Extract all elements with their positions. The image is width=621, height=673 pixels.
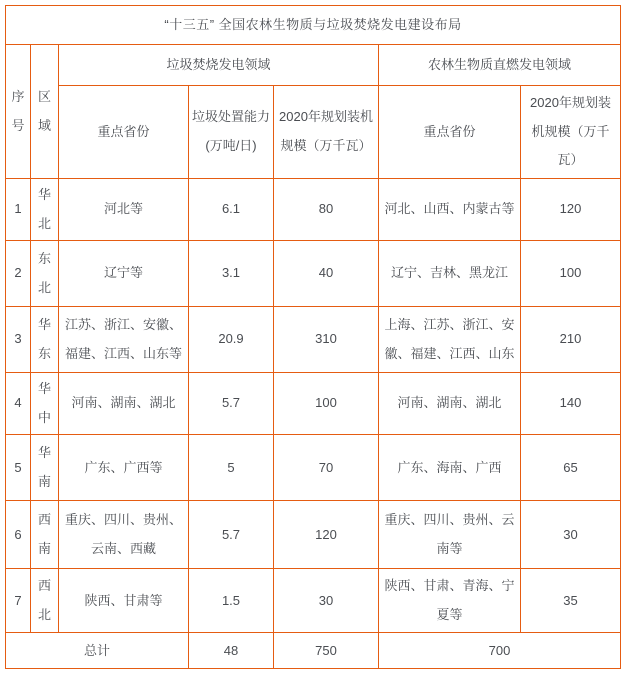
- row-region: [31, 435, 59, 501]
- row-bio-installed: 100: [521, 241, 621, 307]
- row-msw-installed: 310: [274, 307, 379, 373]
- row-no: 2: [6, 241, 31, 307]
- row-msw-installed: 80: [274, 179, 379, 241]
- table-row: [6, 569, 621, 633]
- row-msw-capacity: 5: [189, 435, 274, 501]
- row-msw-provinces: 江苏、浙江、安徽、福建、江西、山东等: [59, 307, 189, 373]
- row-msw-installed: 30: [274, 569, 379, 633]
- row-no: 7: [6, 569, 31, 633]
- row-region: [31, 241, 59, 307]
- row-bio-installed: 120: [521, 179, 621, 241]
- row-bio-provinces: 河南、湖南、湖北: [379, 373, 521, 435]
- row-region: [31, 179, 59, 241]
- row-msw-capacity: 3.1: [189, 241, 274, 307]
- header-msw-capacity: 垃圾处置能力 (万吨/日): [189, 86, 274, 179]
- total-msw-installed: 750: [274, 633, 379, 669]
- row-bio-installed: 210: [521, 307, 621, 373]
- header-bio-provinces: 重点省份: [379, 86, 521, 179]
- row-msw-installed: 120: [274, 501, 379, 569]
- row-bio-provinces: 上海、江苏、浙江、安徽、福建、江西、山东: [379, 307, 521, 373]
- header-region-label: 区域: [38, 88, 52, 133]
- row-region-label: 西北: [38, 578, 52, 622]
- row-bio-provinces: 辽宁、吉林、黑龙江: [379, 241, 521, 307]
- row-region: [31, 307, 59, 373]
- header-region: [31, 45, 59, 179]
- table-row: [6, 307, 621, 373]
- table-row: [6, 241, 621, 307]
- total-row: [6, 633, 621, 669]
- total-label: 总计: [6, 633, 189, 669]
- total-msw-capacity: 48: [189, 633, 274, 669]
- header-no-label: 序号: [11, 88, 25, 133]
- row-no: 3: [6, 307, 31, 373]
- row-msw-capacity: 5.7: [189, 501, 274, 569]
- row-region-label: 华中: [38, 381, 52, 425]
- row-bio-provinces: 重庆、四川、贵州、云南等: [379, 501, 521, 569]
- header-bio-installed: 2020年规划装机规模（万千瓦）: [521, 86, 621, 179]
- biomass-msw-power-table: [5, 5, 621, 669]
- row-msw-capacity: 1.5: [189, 569, 274, 633]
- row-msw-provinces: 重庆、四川、贵州、云南、西藏: [59, 501, 189, 569]
- row-no: 1: [6, 179, 31, 241]
- header-msw-installed: 2020年规划装机规模（万千瓦）: [274, 86, 379, 179]
- row-msw-capacity: 20.9: [189, 307, 274, 373]
- row-region-label: 西南: [38, 512, 52, 556]
- row-msw-installed: 100: [274, 373, 379, 435]
- row-region-label: 东北: [38, 251, 52, 295]
- row-msw-provinces: 河南、湖南、湖北: [59, 373, 189, 435]
- row-msw-provinces: 广东、广西等: [59, 435, 189, 501]
- row-no: 4: [6, 373, 31, 435]
- header-no: [6, 45, 31, 179]
- header-group-msw: 垃圾焚烧发电领域: [59, 45, 379, 86]
- total-bio-installed: 700: [379, 633, 621, 669]
- row-no: 5: [6, 435, 31, 501]
- row-msw-provinces: 辽宁等: [59, 241, 189, 307]
- row-region: [31, 501, 59, 569]
- row-region-label: 华北: [38, 187, 52, 231]
- row-bio-provinces: 河北、山西、内蒙古等: [379, 179, 521, 241]
- row-region-label: 华南: [38, 445, 52, 489]
- row-bio-installed: 140: [521, 373, 621, 435]
- row-bio-installed: 35: [521, 569, 621, 633]
- row-bio-installed: 30: [521, 501, 621, 569]
- row-msw-capacity: 5.7: [189, 373, 274, 435]
- row-msw-capacity: 6.1: [189, 179, 274, 241]
- row-bio-installed: 65: [521, 435, 621, 501]
- header-msw-provinces: 重点省份: [59, 86, 189, 179]
- row-msw-provinces: 陕西、甘肃等: [59, 569, 189, 633]
- row-msw-installed: 40: [274, 241, 379, 307]
- row-msw-installed: 70: [274, 435, 379, 501]
- table-row: [6, 435, 621, 501]
- row-msw-provinces: 河北等: [59, 179, 189, 241]
- table-title: “十三五” 全国农林生物质与垃圾焚烧发电建设布局: [6, 6, 621, 45]
- table-row: [6, 179, 621, 241]
- row-region: [31, 373, 59, 435]
- table-row: [6, 373, 621, 435]
- row-no: 6: [6, 501, 31, 569]
- row-bio-provinces: 陕西、甘肃、青海、宁夏等: [379, 569, 521, 633]
- row-region-label: 华东: [38, 317, 52, 361]
- row-region: [31, 569, 59, 633]
- header-group-biomass: 农林生物质直燃发电领域: [379, 45, 621, 86]
- table-row: [6, 501, 621, 569]
- row-bio-provinces: 广东、海南、广西: [379, 435, 521, 501]
